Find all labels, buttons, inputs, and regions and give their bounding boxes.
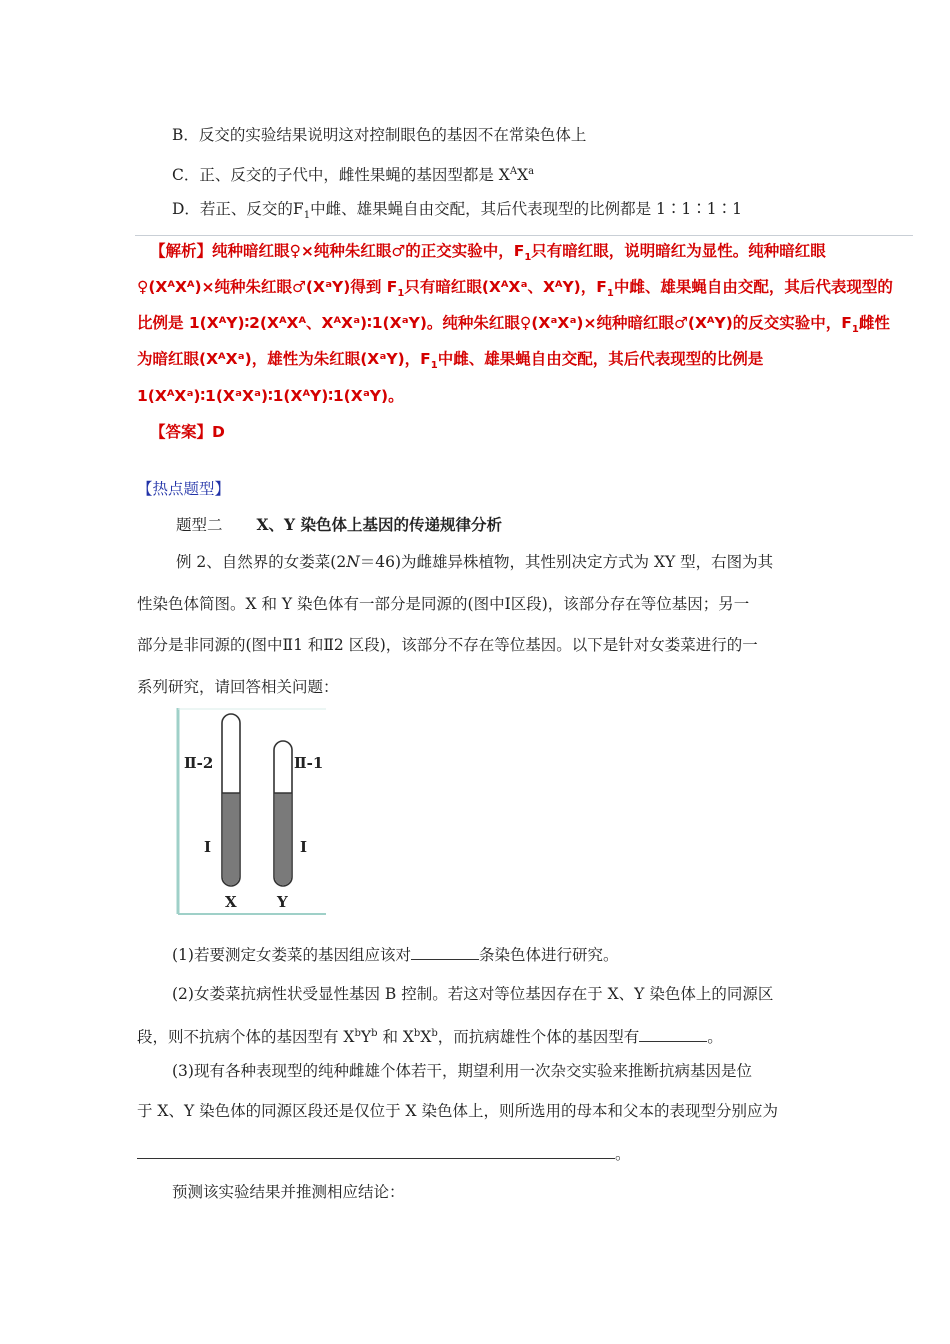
example-line-2: 性染色体简图。X 和 Y 染色体有一部分是同源的(图中Ⅰ区段)，该部分存在等位基因；另一 (137, 595, 750, 613)
example-line-1 (176, 551, 773, 573)
example-line-3: 部分是非同源的(图中Ⅱ1 和Ⅱ2 区段)，该部分不存在等位基因。以下是针对女娄菜进行的一 (137, 636, 758, 654)
analysis-line-2 (137, 276, 893, 305)
analysis-sub: 1 (524, 252, 532, 264)
question-3-line-3 (137, 1143, 631, 1165)
question-2-sup: b (413, 1028, 421, 1039)
option-d (172, 198, 742, 227)
answer: 【答案】D (150, 423, 225, 441)
analysis-text: 中雌、雄果蝇自由交配，其后代表现型的 (613, 278, 893, 296)
question-2-sup: b (371, 1028, 378, 1039)
question-3-blank[interactable] (137, 1144, 615, 1159)
question-2-text: ，而抗病雄性个体的基因型有 (437, 1028, 640, 1047)
option-c-sup1: A (509, 166, 518, 177)
hot-topic-heading: 【热点题型】 (137, 480, 231, 498)
analysis-text: 只有暗红眼，说明暗红为显性。纯种暗红眼 (531, 242, 826, 260)
analysis-sub: 1 (851, 324, 859, 336)
label-ii-2: Ⅱ-2 (184, 754, 214, 772)
analysis-text: 为暗红眼(XᴬXᵃ)，雄性为朱红眼(XᵃY)，F (137, 350, 431, 368)
label-x: X (225, 893, 237, 911)
analysis-text: ♀(XᴬXᴬ)×纯种朱红眼♂(XᵃY)得到 F (137, 278, 398, 296)
analysis-line-4 (137, 348, 763, 377)
y-chromosome-homologous-segment (275, 793, 291, 885)
question-1 (172, 944, 618, 966)
topic-type-label: 题型二 (176, 516, 223, 534)
analysis-line-3 (137, 312, 890, 341)
question-3-line-2: 于 X、Y 染色体的同源区段还是仅位于 X 染色体上，则所选用的母本和父本的表现型分别应为 (137, 1102, 779, 1120)
label-ii-1: Ⅱ-1 (294, 754, 324, 772)
example-line-4: 系列研究，请回答相关问题： (137, 678, 339, 696)
question-1-blank[interactable] (411, 945, 479, 960)
analysis-text: 【解析】纯种暗红眼♀×纯种朱红眼♂的正交实验中，F (150, 242, 525, 260)
analysis-text: 中雌、雄果蝇自由交配，其后代表现型的比例是 (437, 350, 764, 368)
option-c-text: C．正、反交的子代中，雌性果蝇的基因型都是 X (172, 166, 510, 185)
question-2-text: 段，则不抗病个体的基因型有 X (137, 1028, 355, 1047)
question-2-blank[interactable] (639, 1027, 707, 1042)
topic-type-title: X、Y 染色体上基因的传递规律分析 (256, 515, 503, 534)
analysis-line-5: 1(XᴬXᵃ)∶1(XᵃXᵃ)∶1(XᴬY)∶1(XᵃY)。 (137, 387, 404, 405)
option-d-text-post: 中雌、雄果蝇自由交配，其后代表现型的比例都是 1∶1∶1∶1 (310, 200, 742, 218)
question-2-text: Y (360, 1028, 372, 1047)
x-chromosome-homologous-segment (223, 793, 239, 885)
option-c (172, 161, 534, 186)
option-c-mid: X (517, 166, 529, 185)
question-2-line-1: (2)女娄菜抗病性状受显性基因 B 控制。若这对等位基因存在于 X、Y 染色体上的同源区 (172, 985, 774, 1003)
option-d-text: D．若正、反交的F (172, 200, 304, 218)
question-3-line-1: (3)现有各种表现型的纯种雌雄个体若干，期望利用一次杂交实验来推断抗病基因是位 (172, 1062, 752, 1080)
question-2-end: 。 (707, 1028, 723, 1047)
question-2-text: X (420, 1028, 432, 1047)
label-i-right: Ⅰ (300, 838, 308, 856)
analysis-line-1 (150, 240, 826, 269)
question-3-end: 。 (615, 1145, 631, 1163)
option-b: B．反交的实验结果说明这对控制眼色的基因不在常染色体上 (172, 126, 587, 144)
question-2-line-2 (137, 1023, 723, 1048)
analysis-sub: 1 (397, 288, 405, 300)
example-text: ＝46)为雌雄异株植物，其性别决定方式为 XY 型，右图为其 (359, 553, 774, 571)
chromosome-figure (176, 708, 326, 916)
option-c-sup2: a (528, 166, 535, 177)
question-1-text: (1)若要测定女娄菜的基因组应该对 (172, 946, 411, 964)
analysis-text: 雌性 (858, 314, 890, 332)
question-1-text-end: 条染色体进行研究。 (478, 946, 619, 964)
topic-type (176, 514, 502, 536)
analysis-text: 只有暗红眼(XᴬXᵃ、XᴬY)，F (404, 278, 607, 296)
analysis-text: 比例是 1(XᴬY)∶2(XᴬXᴬ、XᴬXᵃ)∶1(XᵃY)。纯种朱红眼♀(XᵃXᵃ)×纯种暗红眼♂(XᴬY)的反交实验中，F (137, 314, 852, 332)
question-2-sup: b (431, 1028, 438, 1039)
question-2-text: 和 X (377, 1028, 414, 1047)
question-2-sup: b (354, 1028, 361, 1039)
label-i-left: Ⅰ (204, 838, 212, 856)
divider (135, 235, 913, 236)
label-y: Y (277, 893, 288, 911)
chromosome-diagram (176, 708, 326, 916)
option-d-sub: 1 (303, 210, 311, 222)
analysis-sub: 1 (430, 360, 438, 372)
analysis-sub: 1 (606, 288, 614, 300)
example-n: N (346, 553, 360, 571)
predict-prompt: 预测该实验结果并推测相应结论： (172, 1183, 405, 1201)
example-text: 例 2、自然界的女娄菜(2 (176, 553, 347, 571)
